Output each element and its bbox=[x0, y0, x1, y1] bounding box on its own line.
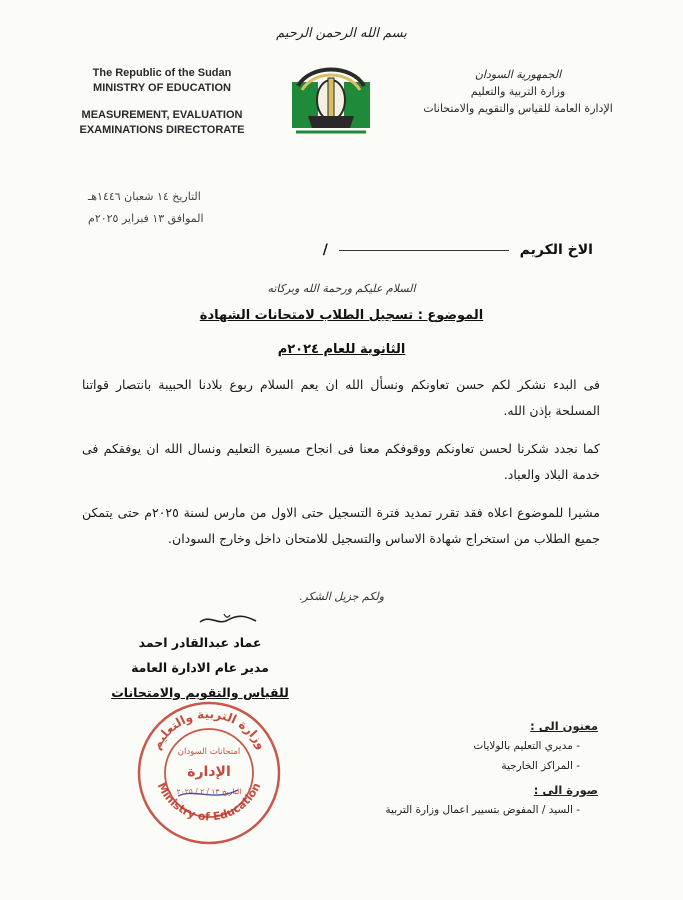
body-paragraph-1: فى البدء نشكر لكم حسن تعاونكم ونسأل الله ان يعم السلام ربوع بلادنا الحبيبة بانتصار قواتنا المسلحة بإذن الله. bbox=[82, 377, 600, 418]
cc-copy-item: - السيد / المفوض بتسيير اعمال وزارة التربية bbox=[385, 804, 580, 816]
body-paragraph-3: مشيرا للموضوع اعلاه فقد تقرر تمديد فترة التسجيل حتى الاول من مارس لسنة ٢٠٢٥م حتى يتمكن جميع الطلاب من استخراج شهادة الاساس والتسجيل للامتحان داخل وخارج السودان. bbox=[82, 505, 601, 546]
header-arabic bbox=[408, 66, 628, 117]
header-en-ministry: MINISTRY OF EDUCATION bbox=[93, 82, 231, 94]
signer-title-2: للقياس والتقويم والامتحانات bbox=[111, 685, 289, 700]
header-ar-republic: الجمهورية السودان bbox=[474, 68, 562, 81]
signer-title-1: مدير عام الادارة العامة bbox=[131, 660, 269, 675]
cc-to-item: - مديري التعليم بالولايات bbox=[473, 740, 580, 752]
cc-to-heading: معنون الى : bbox=[530, 719, 598, 733]
salutation-suffix: / bbox=[322, 242, 328, 258]
closing-thanks: ولكم جزيل الشكر. bbox=[298, 590, 385, 603]
header-en-directorate: EXAMINATIONS DIRECTORATE bbox=[79, 124, 245, 136]
sudan-emblem-icon bbox=[290, 60, 372, 140]
stamp-center-text: الإدارة bbox=[187, 764, 231, 780]
salutation-prefix: الاخ الكريم bbox=[519, 242, 593, 258]
body-paragraph-2: كما نجدد شكرنا لحسن تعاونكم ووقوفكم معنا فى انجاح مسيرة التعليم ونسال الله ان يوفقكم فى خدمة البلاد والعباد. bbox=[82, 441, 600, 482]
header-ar-directorate: الإدارة العامة للقياس والتقويم والامتحانات bbox=[423, 102, 613, 115]
signature-scribble-icon bbox=[198, 612, 258, 628]
official-stamp-icon bbox=[134, 698, 284, 848]
subject-line-2: الثانوية للعام ٢٠٢٤م bbox=[277, 342, 406, 357]
basmala: بسم الله الرحمن الرحيم bbox=[276, 26, 407, 41]
stamp-date-text: التاريخ ١٣ / ٢ / ٢٠٢٥ bbox=[176, 787, 242, 796]
subject-line: الموضوع : تسجيل الطلاب لامتحانات الشهادة bbox=[199, 308, 484, 323]
header-en-republic: The Republic of the Sudan bbox=[92, 67, 232, 79]
cc-copy-heading: صورة الى : bbox=[533, 783, 598, 797]
stamp-top-text: وزارة التربية والتعليم bbox=[149, 706, 269, 752]
addressee-blank-line bbox=[339, 249, 509, 251]
distribution-list bbox=[340, 716, 598, 820]
signature-block bbox=[110, 630, 290, 705]
stamp-bottom-text: Ministry of Education bbox=[154, 780, 264, 824]
header-ar-ministry: وزارة التربية والتعليم bbox=[470, 85, 566, 98]
letter-dates bbox=[88, 186, 204, 230]
signer-name: عماد عبدالقادر احمد bbox=[138, 635, 262, 650]
date-hijri: التاريخ ١٤ شعبان ١٤٤٦هـ bbox=[88, 190, 201, 203]
cc-to-item: - المراكز الخارجية bbox=[501, 760, 580, 772]
salutation bbox=[323, 242, 593, 258]
greeting: السلام عليكم ورحمة الله وبركاته bbox=[267, 282, 416, 295]
header-english bbox=[62, 66, 262, 138]
stamp-mid-text: امتحانات السودان bbox=[177, 747, 241, 757]
header-en-measurement: MEASUREMENT, EVALUATION bbox=[81, 109, 243, 121]
date-gregorian: الموافق ١٣ فبراير ٢٠٢٥م bbox=[88, 212, 204, 225]
